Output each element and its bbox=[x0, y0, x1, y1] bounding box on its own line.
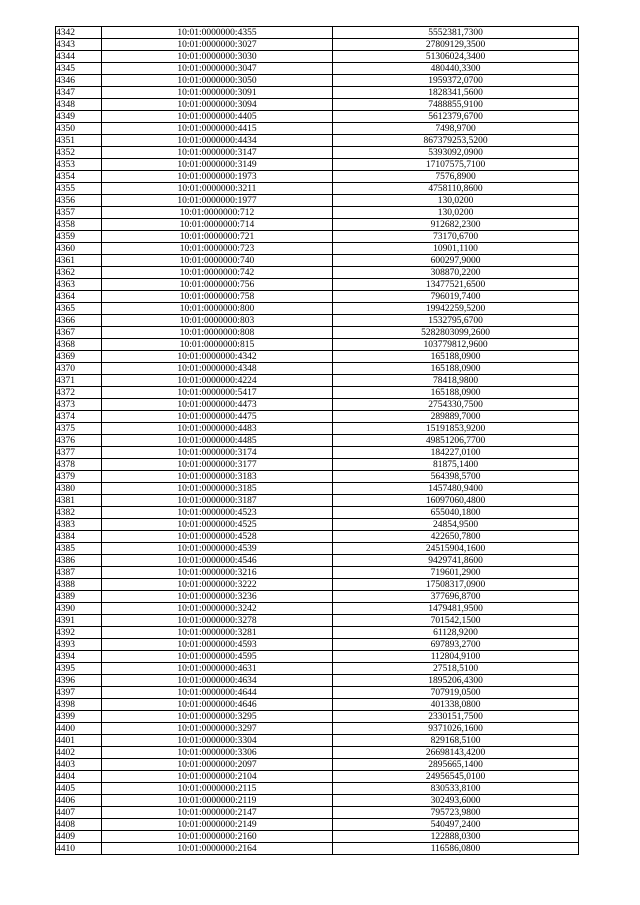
cadastral-number-cell: 10:01:0000000:4483 bbox=[102, 423, 333, 435]
cadastral-number-cell: 10:01:0000000:2164 bbox=[102, 843, 333, 855]
row-number-cell: 4400 bbox=[56, 723, 102, 735]
cadastral-number-cell: 10:01:0000000:3222 bbox=[102, 579, 333, 591]
value-cell: 5552381,7300 bbox=[333, 27, 579, 39]
cadastral-number-cell: 10:01:0000000:800 bbox=[102, 303, 333, 315]
cadastral-number-cell: 10:01:0000000:3187 bbox=[102, 495, 333, 507]
table-row bbox=[56, 579, 579, 591]
row-number-cell: 4390 bbox=[56, 603, 102, 615]
row-number-cell: 4365 bbox=[56, 303, 102, 315]
table-row bbox=[56, 591, 579, 603]
table-row bbox=[56, 123, 579, 135]
row-number-cell: 4370 bbox=[56, 363, 102, 375]
row-number-cell: 4399 bbox=[56, 711, 102, 723]
row-number-cell: 4377 bbox=[56, 447, 102, 459]
row-number-cell: 4372 bbox=[56, 387, 102, 399]
table-row bbox=[56, 423, 579, 435]
cadastral-number-cell: 10:01:0000000:3091 bbox=[102, 87, 333, 99]
row-number-cell: 4403 bbox=[56, 759, 102, 771]
row-number-cell: 4384 bbox=[56, 531, 102, 543]
cadastral-number-cell: 10:01:0000000:3174 bbox=[102, 447, 333, 459]
value-cell: 289889,7000 bbox=[333, 411, 579, 423]
cadastral-number-cell: 10:01:0000000:815 bbox=[102, 339, 333, 351]
row-number-cell: 4387 bbox=[56, 567, 102, 579]
value-cell: 49851206,7700 bbox=[333, 435, 579, 447]
table-row bbox=[56, 771, 579, 783]
value-cell: 1457480,9400 bbox=[333, 483, 579, 495]
cadastral-number-cell: 10:01:0000000:4539 bbox=[102, 543, 333, 555]
cadastral-number-cell: 10:01:0000000:4224 bbox=[102, 375, 333, 387]
cadastral-number-cell: 10:01:0000000:3147 bbox=[102, 147, 333, 159]
row-number-cell: 4360 bbox=[56, 243, 102, 255]
row-number-cell: 4401 bbox=[56, 735, 102, 747]
row-number-cell: 4348 bbox=[56, 99, 102, 111]
cadastral-number-cell: 10:01:0000000:3211 bbox=[102, 183, 333, 195]
row-number-cell: 4343 bbox=[56, 39, 102, 51]
value-cell: 377696,8700 bbox=[333, 591, 579, 603]
value-cell: 15191853,9200 bbox=[333, 423, 579, 435]
value-cell: 480440,3300 bbox=[333, 63, 579, 75]
value-cell: 7498,9700 bbox=[333, 123, 579, 135]
row-number-cell: 4352 bbox=[56, 147, 102, 159]
table-row bbox=[56, 255, 579, 267]
table-row bbox=[56, 327, 579, 339]
row-number-cell: 4406 bbox=[56, 795, 102, 807]
row-number-cell: 4342 bbox=[56, 27, 102, 39]
cadastral-number-cell: 10:01:0000000:4593 bbox=[102, 639, 333, 651]
row-number-cell: 4394 bbox=[56, 651, 102, 663]
value-cell: 78418,9800 bbox=[333, 375, 579, 387]
row-number-cell: 4355 bbox=[56, 183, 102, 195]
value-cell: 401338,0800 bbox=[333, 699, 579, 711]
cadastral-number-cell: 10:01:0000000:3094 bbox=[102, 99, 333, 111]
value-cell: 1828341,5600 bbox=[333, 87, 579, 99]
row-number-cell: 4353 bbox=[56, 159, 102, 171]
table-row bbox=[56, 507, 579, 519]
cadastral-number-cell: 10:01:0000000:2097 bbox=[102, 759, 333, 771]
table-row bbox=[56, 291, 579, 303]
value-cell: 912682,2300 bbox=[333, 219, 579, 231]
table-row bbox=[56, 183, 579, 195]
value-cell: 10901,1100 bbox=[333, 243, 579, 255]
row-number-cell: 4363 bbox=[56, 279, 102, 291]
cadastral-number-cell: 10:01:0000000:2160 bbox=[102, 831, 333, 843]
table-row bbox=[56, 147, 579, 159]
cadastral-number-cell: 10:01:0000000:3030 bbox=[102, 51, 333, 63]
table-row bbox=[56, 483, 579, 495]
row-number-cell: 4374 bbox=[56, 411, 102, 423]
value-cell: 707919,0500 bbox=[333, 687, 579, 699]
row-number-cell: 4368 bbox=[56, 339, 102, 351]
cadastral-number-cell: 10:01:0000000:3236 bbox=[102, 591, 333, 603]
cadastral-number-cell: 10:01:0000000:3183 bbox=[102, 471, 333, 483]
table-row bbox=[56, 387, 579, 399]
value-cell: 2754330,7500 bbox=[333, 399, 579, 411]
value-cell: 5612379,6700 bbox=[333, 111, 579, 123]
cadastral-number-cell: 10:01:0000000:3306 bbox=[102, 747, 333, 759]
value-cell: 27518,5100 bbox=[333, 663, 579, 675]
value-cell: 165188,0900 bbox=[333, 351, 579, 363]
table-row bbox=[56, 471, 579, 483]
table-row bbox=[56, 627, 579, 639]
value-cell: 1959372,0700 bbox=[333, 75, 579, 87]
row-number-cell: 4402 bbox=[56, 747, 102, 759]
row-number-cell: 4369 bbox=[56, 351, 102, 363]
value-cell: 24956545,0100 bbox=[333, 771, 579, 783]
value-cell: 184227,0100 bbox=[333, 447, 579, 459]
table-row bbox=[56, 99, 579, 111]
table-row bbox=[56, 675, 579, 687]
value-cell: 867379253,5200 bbox=[333, 135, 579, 147]
row-number-cell: 4389 bbox=[56, 591, 102, 603]
table-row bbox=[56, 111, 579, 123]
table-body bbox=[56, 27, 579, 855]
value-cell: 17107575,7100 bbox=[333, 159, 579, 171]
cadastral-number-cell: 10:01:0000000:2104 bbox=[102, 771, 333, 783]
table-row bbox=[56, 231, 579, 243]
row-number-cell: 4388 bbox=[56, 579, 102, 591]
row-number-cell: 4405 bbox=[56, 783, 102, 795]
value-cell: 1895206,4300 bbox=[333, 675, 579, 687]
value-cell: 122888,0300 bbox=[333, 831, 579, 843]
row-number-cell: 4396 bbox=[56, 675, 102, 687]
row-number-cell: 4375 bbox=[56, 423, 102, 435]
row-number-cell: 4366 bbox=[56, 315, 102, 327]
row-number-cell: 4350 bbox=[56, 123, 102, 135]
cadastral-number-cell: 10:01:0000000:4434 bbox=[102, 135, 333, 147]
table-row bbox=[56, 735, 579, 747]
cadastral-number-cell: 10:01:0000000:3177 bbox=[102, 459, 333, 471]
cadastral-number-cell: 10:01:0000000:712 bbox=[102, 207, 333, 219]
cadastral-number-cell: 10:01:0000000:740 bbox=[102, 255, 333, 267]
table-row bbox=[56, 459, 579, 471]
cadastral-number-cell: 10:01:0000000:4644 bbox=[102, 687, 333, 699]
row-number-cell: 4371 bbox=[56, 375, 102, 387]
value-cell: 103779812,9600 bbox=[333, 339, 579, 351]
value-cell: 1532795,6700 bbox=[333, 315, 579, 327]
row-number-cell: 4391 bbox=[56, 615, 102, 627]
cadastral-number-cell: 10:01:0000000:3242 bbox=[102, 603, 333, 615]
cadastral-number-cell: 10:01:0000000:2149 bbox=[102, 819, 333, 831]
cadastral-number-cell: 10:01:0000000:2115 bbox=[102, 783, 333, 795]
value-cell: 16097060,4800 bbox=[333, 495, 579, 507]
table-row bbox=[56, 51, 579, 63]
value-cell: 5282803099,2600 bbox=[333, 327, 579, 339]
table-row bbox=[56, 759, 579, 771]
row-number-cell: 4346 bbox=[56, 75, 102, 87]
row-number-cell: 4367 bbox=[56, 327, 102, 339]
cadastral-number-cell: 10:01:0000000:4485 bbox=[102, 435, 333, 447]
value-cell: 1479481,9500 bbox=[333, 603, 579, 615]
value-cell: 701542,1500 bbox=[333, 615, 579, 627]
value-cell: 27809129,3500 bbox=[333, 39, 579, 51]
value-cell: 830533,8100 bbox=[333, 783, 579, 795]
table-row bbox=[56, 171, 579, 183]
cadastral-number-cell: 10:01:0000000:4595 bbox=[102, 651, 333, 663]
table-row bbox=[56, 519, 579, 531]
value-cell: 17508317,0900 bbox=[333, 579, 579, 591]
value-cell: 9371026,1600 bbox=[333, 723, 579, 735]
cadastral-number-cell: 10:01:0000000:2147 bbox=[102, 807, 333, 819]
cadastral-number-cell: 10:01:0000000:1977 bbox=[102, 195, 333, 207]
cadastral-number-cell: 10:01:0000000:808 bbox=[102, 327, 333, 339]
table-row bbox=[56, 711, 579, 723]
table-row bbox=[56, 567, 579, 579]
table-row bbox=[56, 303, 579, 315]
cadastral-number-cell: 10:01:0000000:4525 bbox=[102, 519, 333, 531]
cadastral-number-cell: 10:01:0000000:4348 bbox=[102, 363, 333, 375]
row-number-cell: 4409 bbox=[56, 831, 102, 843]
table-row bbox=[56, 831, 579, 843]
table-row bbox=[56, 27, 579, 39]
value-cell: 116586,0800 bbox=[333, 843, 579, 855]
cadastral-number-cell: 10:01:0000000:3027 bbox=[102, 39, 333, 51]
value-cell: 61128,9200 bbox=[333, 627, 579, 639]
table-row bbox=[56, 39, 579, 51]
table-row bbox=[56, 543, 579, 555]
table-row bbox=[56, 615, 579, 627]
cadastral-number-cell: 10:01:0000000:742 bbox=[102, 267, 333, 279]
cadastral-number-cell: 10:01:0000000:3304 bbox=[102, 735, 333, 747]
cadastral-number-cell: 10:01:0000000:3278 bbox=[102, 615, 333, 627]
cadastral-number-cell: 10:01:0000000:4646 bbox=[102, 699, 333, 711]
cadastral-number-cell: 10:01:0000000:4473 bbox=[102, 399, 333, 411]
value-cell: 564398,5700 bbox=[333, 471, 579, 483]
table-row bbox=[56, 159, 579, 171]
row-number-cell: 4364 bbox=[56, 291, 102, 303]
table-row bbox=[56, 219, 579, 231]
row-number-cell: 4379 bbox=[56, 471, 102, 483]
cadastral-number-cell: 10:01:0000000:4475 bbox=[102, 411, 333, 423]
cadastral-number-cell: 10:01:0000000:4355 bbox=[102, 27, 333, 39]
row-number-cell: 4347 bbox=[56, 87, 102, 99]
cadastral-number-cell: 10:01:0000000:803 bbox=[102, 315, 333, 327]
value-cell: 24515904,1600 bbox=[333, 543, 579, 555]
row-number-cell: 4397 bbox=[56, 687, 102, 699]
row-number-cell: 4351 bbox=[56, 135, 102, 147]
table-row bbox=[56, 783, 579, 795]
cadastral-number-cell: 10:01:0000000:758 bbox=[102, 291, 333, 303]
table-row bbox=[56, 411, 579, 423]
table-row bbox=[56, 63, 579, 75]
row-number-cell: 4358 bbox=[56, 219, 102, 231]
table-row bbox=[56, 687, 579, 699]
value-cell: 422650,7800 bbox=[333, 531, 579, 543]
cadastral-number-cell: 10:01:0000000:3295 bbox=[102, 711, 333, 723]
value-cell: 795723,9800 bbox=[333, 807, 579, 819]
value-cell: 112804,9100 bbox=[333, 651, 579, 663]
value-cell: 24854,9500 bbox=[333, 519, 579, 531]
cadastral-number-cell: 10:01:0000000:4405 bbox=[102, 111, 333, 123]
table-row bbox=[56, 75, 579, 87]
cadastral-number-cell: 10:01:0000000:4631 bbox=[102, 663, 333, 675]
cadastral-number-cell: 10:01:0000000:3297 bbox=[102, 723, 333, 735]
row-number-cell: 4392 bbox=[56, 627, 102, 639]
row-number-cell: 4345 bbox=[56, 63, 102, 75]
table-row bbox=[56, 651, 579, 663]
row-number-cell: 4359 bbox=[56, 231, 102, 243]
row-number-cell: 4361 bbox=[56, 255, 102, 267]
table-row bbox=[56, 747, 579, 759]
table-row bbox=[56, 279, 579, 291]
value-cell: 7488855,9100 bbox=[333, 99, 579, 111]
row-number-cell: 4407 bbox=[56, 807, 102, 819]
value-cell: 130,0200 bbox=[333, 195, 579, 207]
value-cell: 796019,7400 bbox=[333, 291, 579, 303]
table-row bbox=[56, 663, 579, 675]
value-cell: 165188,0900 bbox=[333, 387, 579, 399]
value-cell: 719601,2900 bbox=[333, 567, 579, 579]
row-number-cell: 4376 bbox=[56, 435, 102, 447]
row-number-cell: 4386 bbox=[56, 555, 102, 567]
value-cell: 81875,1400 bbox=[333, 459, 579, 471]
cadastral-number-cell: 10:01:0000000:714 bbox=[102, 219, 333, 231]
cadastral-number-cell: 10:01:0000000:723 bbox=[102, 243, 333, 255]
cadastral-number-cell: 10:01:0000000:721 bbox=[102, 231, 333, 243]
row-number-cell: 4404 bbox=[56, 771, 102, 783]
row-number-cell: 4362 bbox=[56, 267, 102, 279]
cadastral-number-cell: 10:01:0000000:4634 bbox=[102, 675, 333, 687]
value-cell: 19942259,5200 bbox=[333, 303, 579, 315]
table-row bbox=[56, 495, 579, 507]
cadastral-number-cell: 10:01:0000000:3185 bbox=[102, 483, 333, 495]
table-row bbox=[56, 375, 579, 387]
cadastral-number-cell: 10:01:0000000:3216 bbox=[102, 567, 333, 579]
table-row bbox=[56, 807, 579, 819]
cadastral-number-cell: 10:01:0000000:4528 bbox=[102, 531, 333, 543]
table-row bbox=[56, 531, 579, 543]
row-number-cell: 4393 bbox=[56, 639, 102, 651]
value-cell: 73170,6700 bbox=[333, 231, 579, 243]
cadastral-number-cell: 10:01:0000000:4342 bbox=[102, 351, 333, 363]
table-row bbox=[56, 723, 579, 735]
value-cell: 2895665,1400 bbox=[333, 759, 579, 771]
row-number-cell: 4410 bbox=[56, 843, 102, 855]
cadastral-number-cell: 10:01:0000000:3149 bbox=[102, 159, 333, 171]
table-row bbox=[56, 843, 579, 855]
row-number-cell: 4382 bbox=[56, 507, 102, 519]
row-number-cell: 4398 bbox=[56, 699, 102, 711]
table-row bbox=[56, 699, 579, 711]
table-row bbox=[56, 135, 579, 147]
value-cell: 829168,5100 bbox=[333, 735, 579, 747]
table-row bbox=[56, 435, 579, 447]
value-cell: 7576,8900 bbox=[333, 171, 579, 183]
row-number-cell: 4354 bbox=[56, 171, 102, 183]
cadastral-number-cell: 10:01:0000000:3281 bbox=[102, 627, 333, 639]
value-cell: 600297,9000 bbox=[333, 255, 579, 267]
table-row bbox=[56, 363, 579, 375]
table-row bbox=[56, 795, 579, 807]
table-row bbox=[56, 207, 579, 219]
table-row bbox=[56, 819, 579, 831]
cadastral-number-cell: 10:01:0000000:756 bbox=[102, 279, 333, 291]
table-row bbox=[56, 339, 579, 351]
cadastral-number-cell: 10:01:0000000:4523 bbox=[102, 507, 333, 519]
table-row bbox=[56, 267, 579, 279]
row-number-cell: 4395 bbox=[56, 663, 102, 675]
value-cell: 51306024,3400 bbox=[333, 51, 579, 63]
value-cell: 130,0200 bbox=[333, 207, 579, 219]
row-number-cell: 4357 bbox=[56, 207, 102, 219]
value-cell: 2330151,7500 bbox=[333, 711, 579, 723]
table-row bbox=[56, 243, 579, 255]
row-number-cell: 4380 bbox=[56, 483, 102, 495]
value-cell: 540497,2400 bbox=[333, 819, 579, 831]
row-number-cell: 4344 bbox=[56, 51, 102, 63]
row-number-cell: 4385 bbox=[56, 543, 102, 555]
cadastral-number-cell: 10:01:0000000:2119 bbox=[102, 795, 333, 807]
cadastral-number-cell: 10:01:0000000:3050 bbox=[102, 75, 333, 87]
table-row bbox=[56, 87, 579, 99]
value-cell: 655040,1800 bbox=[333, 507, 579, 519]
data-table bbox=[55, 26, 579, 855]
row-number-cell: 4383 bbox=[56, 519, 102, 531]
row-number-cell: 4373 bbox=[56, 399, 102, 411]
table-row bbox=[56, 315, 579, 327]
cadastral-number-cell: 10:01:0000000:4415 bbox=[102, 123, 333, 135]
table-row bbox=[56, 603, 579, 615]
table-row bbox=[56, 447, 579, 459]
value-cell: 13477521,6500 bbox=[333, 279, 579, 291]
value-cell: 308870,2200 bbox=[333, 267, 579, 279]
value-cell: 9429741,8600 bbox=[333, 555, 579, 567]
row-number-cell: 4378 bbox=[56, 459, 102, 471]
value-cell: 165188,0900 bbox=[333, 363, 579, 375]
cadastral-number-cell: 10:01:0000000:1973 bbox=[102, 171, 333, 183]
table-row bbox=[56, 555, 579, 567]
table-row bbox=[56, 639, 579, 651]
row-number-cell: 4408 bbox=[56, 819, 102, 831]
row-number-cell: 4381 bbox=[56, 495, 102, 507]
value-cell: 26698143,4200 bbox=[333, 747, 579, 759]
cadastral-number-cell: 10:01:0000000:3047 bbox=[102, 63, 333, 75]
cadastral-number-cell: 10:01:0000000:4546 bbox=[102, 555, 333, 567]
table-row bbox=[56, 351, 579, 363]
value-cell: 302493,6000 bbox=[333, 795, 579, 807]
row-number-cell: 4356 bbox=[56, 195, 102, 207]
row-number-cell: 4349 bbox=[56, 111, 102, 123]
table-row bbox=[56, 195, 579, 207]
value-cell: 4758110,8600 bbox=[333, 183, 579, 195]
value-cell: 5393092,0900 bbox=[333, 147, 579, 159]
table-row bbox=[56, 399, 579, 411]
value-cell: 697893,2700 bbox=[333, 639, 579, 651]
cadastral-number-cell: 10:01:0000000:5417 bbox=[102, 387, 333, 399]
